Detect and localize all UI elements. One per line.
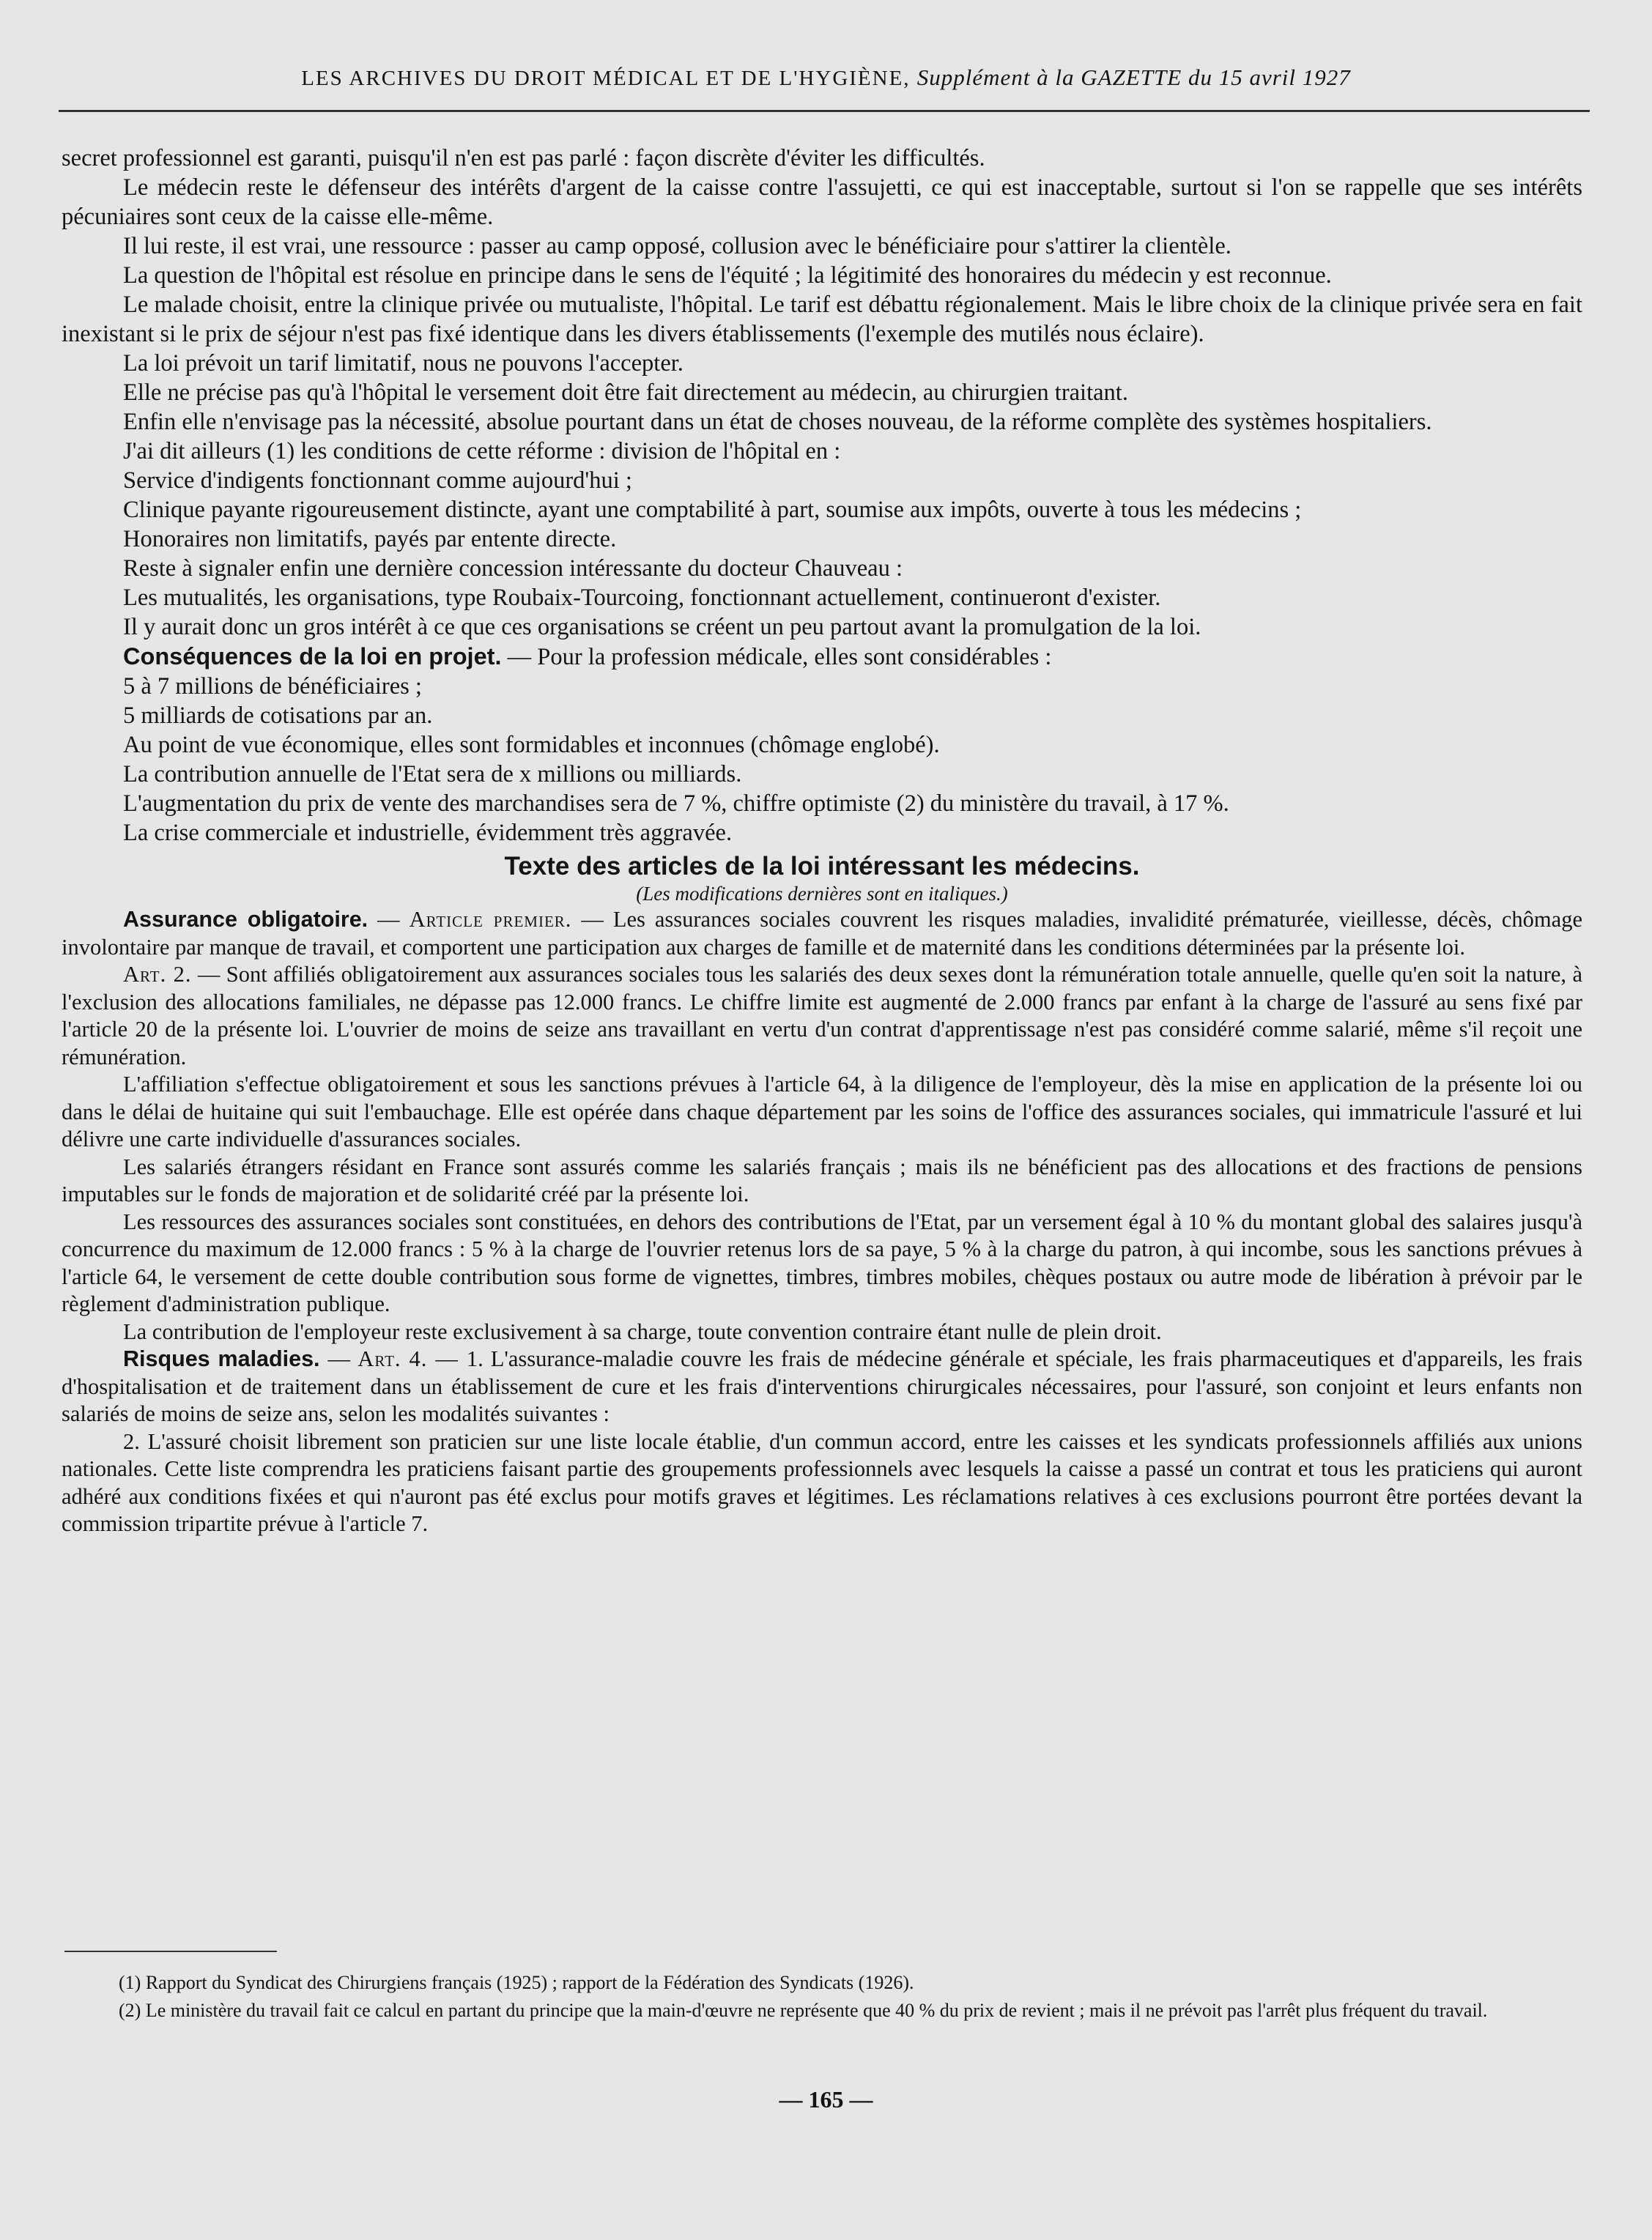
- paragraph: La loi prévoit un tarif limitatif, nous ne pouvons l'accepter.: [123, 350, 684, 377]
- article-2-label: Art. 2.: [123, 962, 192, 987]
- paragraph: Elle ne précise pas qu'à l'hôpital le versement doit être fait directement au médecin, au chirurgien traitant.: [123, 379, 1128, 406]
- page-number: — 165 —: [779, 2086, 873, 2113]
- paragraph: 5 milliards de cotisations par an.: [123, 702, 433, 729]
- article-4-text: 1. L'assurance-maladie couvre les frais de médecine générale et spéciale, les frais pharmaceutiques et d'appareils, les frais d'hospitalisation et de traitement dans un établissement de cure et les frais d'interventions chirurgicales nécessaires, pour l'assuré, son conjoint et leurs enfants non salariés de moins de seize ans, selon les modalités suivantes :: [62, 1346, 1582, 1426]
- paragraph: 5 à 7 millions de bénéficiaires ;: [123, 673, 422, 700]
- paragraph: J'ai dit ailleurs (1) les conditions de cette réforme : division de l'hôpital en :: [123, 438, 841, 464]
- article-1-text: — Les assurances sociales couvrent les risques maladies, invalidité prématurée, vieillesse, décès, chômage involontaire par manque de travail, et comportent une participation aux charges de famille et de maternité dans les conditions déterminées par la présente loi.: [62, 907, 1582, 960]
- consequences-paragraph: [62, 642, 1582, 672]
- paragraph: secret professionnel est garanti, puisqu'il n'en est pas parlé : façon discrète d'éviter les difficultés.: [62, 145, 985, 171]
- article-1-label: Article premier.: [409, 907, 572, 932]
- paragraph: Le médecin reste le défenseur des intérêts d'argent de la caisse contre l'assujetti, ce qui est inacceptable, surtout si l'on se rappelle que ses intérêts pécuniaires sont ceux de la caisse elle-même.: [62, 174, 1582, 230]
- paragraph: Il y aurait donc un gros intérêt à ce que ces organisations se créent un peu partout avant la promulgation de la loi.: [123, 614, 1201, 640]
- paragraph: Service d'indigents fonctionnant comme aujourd'hui ;: [123, 467, 632, 494]
- paragraph: Il lui reste, il est vrai, une ressource : passer au camp opposé, collusion avec le bénéficiaire pour s'attirer la clientèle.: [123, 233, 1231, 259]
- main-text: [62, 144, 1582, 1538]
- paragraph: Le malade choisit, entre la clinique privée ou mutualiste, l'hôpital. Le tarif est débattu régionalement. Mais le libre choix de la clinique privée sera en fait inexistant si le prix de séjour n'est pas fixé identique dans les divers établissements (l'exemple des mutilés nous éclaire).: [62, 292, 1582, 347]
- article-4-label: — Art. 4. —: [319, 1346, 467, 1371]
- supplement-title: Supplément à la GAZETTE du 15 avril 1927: [916, 64, 1351, 90]
- paragraph: Les mutualités, les organisations, type Roubaix-Tourcoing, fonctionnant actuellement, continueront d'exister.: [123, 585, 1161, 611]
- section-subtitle: (Les modifications dernières sont en italiques.): [636, 883, 1008, 905]
- article-4: [62, 1346, 1582, 1428]
- assurance-heading: Assurance obligatoire.: [123, 907, 368, 932]
- running-header: [66, 64, 1586, 91]
- paragraph: La question de l'hôpital est résolue en principe dans le sens de l'équité ; la légitimité des honoraires du médecin y est reconnue.: [123, 262, 1332, 289]
- paragraph: Les salariés étrangers résidant en France sont assurés comme les salariés français ; mais ils ne bénéficient pas des allocations et des fractions de pensions imputables sur le fonds de majoration et de solidarité créé par la présente loi.: [62, 1154, 1582, 1206]
- risques-heading: Risques maladies.: [123, 1346, 320, 1371]
- article-2-text: — Sont affiliés obligatoirement aux assurances sociales tous les salariés des deux sexes dont la rémunération totale annuelle, quelle qu'en soit la nature, à l'exclusion des allocations familiales, ne dépasse pas 12.000 francs. Le chiffre limite est augmenté de 2.000 francs par enfant à la charge de l'assuré au sens fixé par l'article 20 de la présente loi. L'ouvrier de moins de seize ans travaillant en vertu d'un contrat d'apprentissage n'est pas considéré comme salarié, même s'il reçoit une rémunération.: [62, 962, 1582, 1069]
- footnote-rule: [64, 1951, 277, 1952]
- paragraph: Au point de vue économique, elles sont formidables et inconnues (chômage englobé).: [123, 732, 940, 758]
- paragraph: Enfin elle n'envisage pas la nécessité, absolue pourtant dans un état de choses nouveau, de la réforme complète des systèmes hospitaliers.: [123, 409, 1432, 435]
- footnotes: [62, 1970, 1582, 2026]
- section-title: Texte des articles de la loi intéressant les médecins.: [504, 852, 1140, 880]
- article-1: Assurance obligatoire. — Article premier. — Les assurances sociales couvrent les risques maladies, invalidité prématurée, vieillesse, décès, chômage involontaire par manque de travail, et comportent une participation aux charges de famille et de maternité dans les conditions déterminées par la présente loi.: [62, 907, 1582, 960]
- paragraph: La crise commerciale et industrielle, évidemment très aggravée.: [123, 820, 733, 846]
- paragraph: Les ressources des assurances sociales sont constituées, en dehors des contributions de l'Etat, par un versement égal à 10 % du montant global des salaires jusqu'à concurrence du maximum de 12.000 francs : 5 % à la charge de l'ouvrier retenus lors de sa paye, 5 % à la charge du patron, à qui incombe, sous les sanctions prévues à l'article 64, le versement de cette double contribution sous forme de vignettes, timbres, timbres mobiles, chèques postaux ou autre mode de libération à prévoir par le règlement d'administration publique.: [62, 1209, 1582, 1316]
- paragraph: La contribution de l'employeur reste exclusivement à sa charge, toute convention contraire étant nulle de plein droit.: [123, 1319, 1162, 1344]
- paragraph: Honoraires non limitatifs, payés par entente directe.: [123, 526, 617, 552]
- consequences-heading: Conséquences de la loi en projet.: [123, 643, 502, 670]
- article-4-part-2: 2. L'assuré choisit librement son praticien sur une liste locale établie, d'un commun accord, entre les caisses et les syndicats professionnels affiliés aux unions nationales. Cette liste comprendra les praticiens faisant partie des groupements professionnels avec lesquels la caisse a passé un contrat et tous les praticiens qui auront adhéré aux conditions fixées et qui n'auront pas été exclus pour motifs graves et légitimes. Les réclamations relatives à ces exclusions pourront être portées devant la commission tripartite prévue à l'article 7.: [62, 1428, 1582, 1536]
- article-2: [62, 961, 1582, 1071]
- consequences-lead: — Pour la profession médicale, elles sont considérables :: [501, 644, 1052, 670]
- paragraph: Clinique payante rigoureusement distincte, ayant une comptabilité à part, soumise aux impôts, ouverte à tous les médecins ;: [123, 497, 1302, 523]
- footnote-1: (1) Rapport du Syndicat des Chirurgiens français (1925) ; rapport de la Fédération des Syndicats (1926).: [119, 1972, 914, 1993]
- journal-title: LES ARCHIVES DU DROIT MÉDICAL ET DE L'HYGIÈNE,: [301, 67, 911, 90]
- paragraph: L'augmentation du prix de vente des marchandises sera de 7 %, chiffre optimiste (2) du ministère du travail, à 17 %.: [123, 790, 1229, 817]
- paragraph: Reste à signaler enfin une dernière concession intéressante du docteur Chauveau :: [123, 555, 903, 582]
- paragraph: La contribution annuelle de l'Etat sera de x millions ou milliards.: [123, 761, 742, 787]
- footnote-2: (2) Le ministère du travail fait ce calcul en partant du principe que la main-d'œuvre ne représente que 40 % du prix de revient ; mais il ne prévoit pas l'arrêt plus fréquent du travail.: [119, 2000, 1488, 2021]
- articles-block: [62, 906, 1582, 1538]
- paragraph: L'affiliation s'effectue obligatoirement et sous les sanctions prévues à l'article 64, à la diligence de l'employeur, dès la mise en application de la présente loi ou dans le délai de huitaine qui suit l'embauchage. Elle est opérée dans chaque département par les soins de l'office des assurances sociales, qui immatricule l'assuré et lui délivre une carte individuelle d'assurances sociales.: [62, 1072, 1582, 1151]
- header-rule: [59, 110, 1590, 112]
